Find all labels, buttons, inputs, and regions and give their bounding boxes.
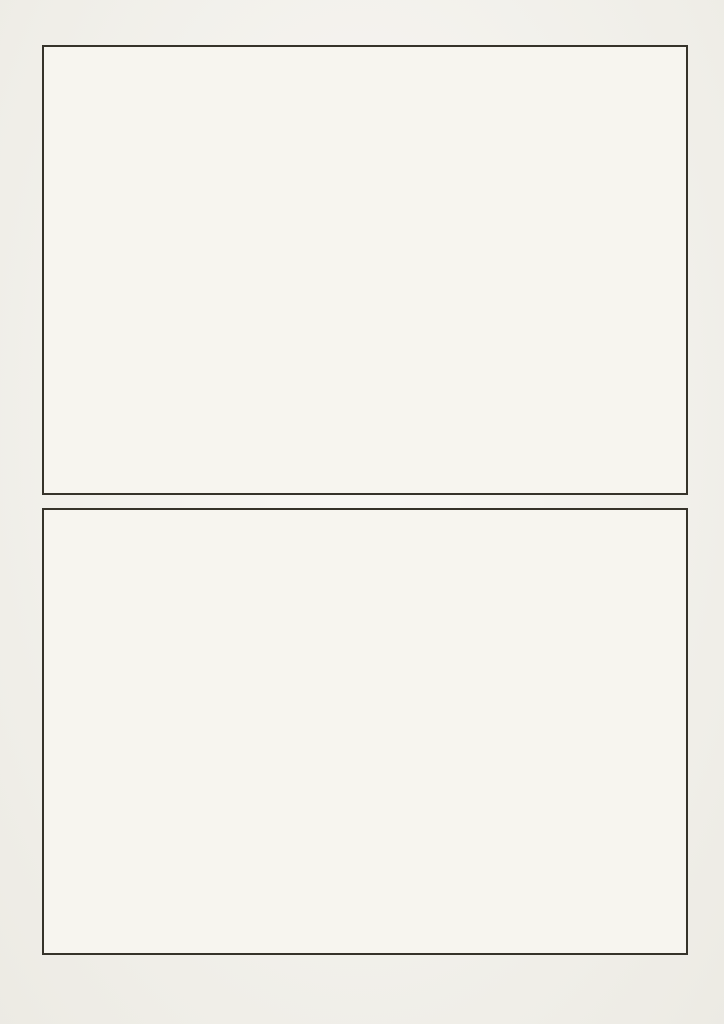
roster-table-top [42, 45, 688, 495]
roster-table-bottom [42, 508, 688, 955]
